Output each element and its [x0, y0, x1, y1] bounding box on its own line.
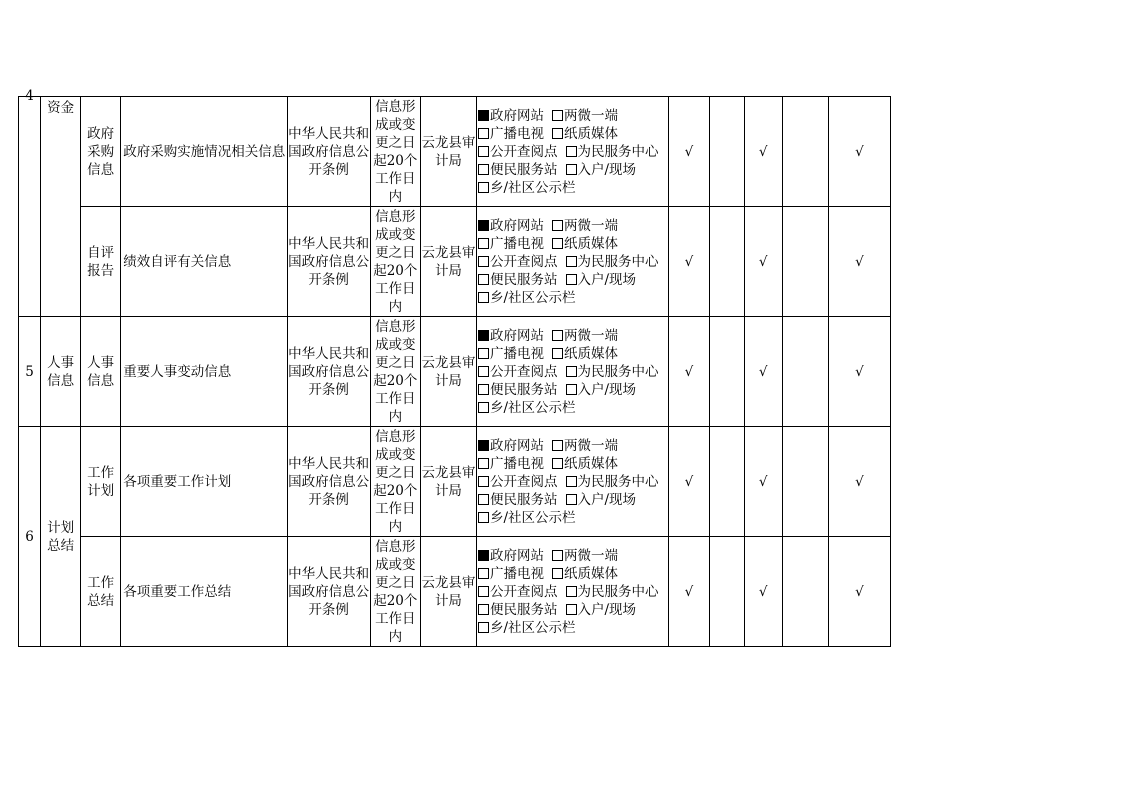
table-row	[19, 207, 891, 317]
channel-option: 政府网站	[490, 217, 544, 234]
checkbox-icon	[552, 110, 563, 121]
check-mark: √	[744, 207, 782, 317]
channel-option: 两微一端	[564, 107, 618, 124]
channel-option: 便民服务站	[490, 381, 558, 398]
basis-cell: 中华人民共和国政府信息公开条例	[287, 97, 370, 207]
checkbox-icon	[552, 128, 563, 139]
basis-cell: 中华人民共和国政府信息公开条例	[287, 207, 370, 317]
channel-option: 两微一端	[564, 217, 618, 234]
channel-option: 乡/社区公示栏	[490, 399, 576, 416]
check-mark: √	[669, 427, 709, 537]
checkbox-icon	[478, 182, 489, 193]
channel-option: 便民服务站	[490, 601, 558, 618]
table-row	[19, 537, 891, 647]
checkbox-icon	[566, 146, 577, 157]
checkbox-icon	[478, 146, 489, 157]
check-mark: √	[744, 317, 782, 427]
check-cell	[709, 97, 744, 207]
check-mark: √	[744, 97, 782, 207]
department-cell: 云龙县审计局	[420, 97, 476, 207]
content-cell: 各项重要工作总结	[121, 537, 287, 647]
checkbox-icon	[478, 476, 489, 487]
channel-option: 入户/现场	[577, 601, 637, 618]
channel-option: 广播电视	[490, 455, 544, 472]
checkbox-icon	[552, 440, 563, 451]
channel-option: 为民服务中心	[577, 143, 659, 160]
check-mark: √	[828, 317, 890, 427]
checkbox-icon	[478, 586, 489, 597]
channel-option: 公开查阅点	[490, 363, 558, 380]
basis-cell: 中华人民共和国政府信息公开条例	[287, 427, 370, 537]
disclosure-table	[18, 88, 891, 647]
channel-option: 乡/社区公示栏	[490, 619, 576, 636]
check-cell	[782, 317, 828, 427]
basis-cell: 中华人民共和国政府信息公开条例	[287, 537, 370, 647]
checkbox-icon	[552, 330, 563, 341]
channel-option: 政府网站	[490, 327, 544, 344]
channel-option: 广播电视	[490, 125, 544, 142]
checkbox-icon	[478, 604, 489, 615]
channel-option: 公开查阅点	[490, 473, 558, 490]
check-mark: √	[828, 207, 890, 317]
channels-cell	[477, 207, 669, 317]
subcategory-cell: 人事信息	[81, 317, 121, 427]
content-cell: 政府采购实施情况相关信息	[121, 97, 287, 207]
channel-option: 乡/社区公示栏	[490, 509, 576, 526]
checkbox-checked-icon	[478, 110, 489, 121]
checkbox-icon	[566, 586, 577, 597]
checkbox-icon	[478, 274, 489, 285]
check-cell	[709, 537, 744, 647]
check-cell	[782, 97, 828, 207]
timeline-cell: 信息形成或变更之日起20个工作日内	[370, 207, 420, 317]
channels-cell	[477, 427, 669, 537]
checkbox-icon	[566, 384, 577, 395]
checkbox-icon	[478, 128, 489, 139]
channel-option: 政府网站	[490, 437, 544, 454]
channel-option: 为民服务中心	[577, 473, 659, 490]
checkbox-icon	[552, 348, 563, 359]
department-cell: 云龙县审计局	[420, 427, 476, 537]
channel-option: 广播电视	[490, 345, 544, 362]
checkbox-icon	[478, 164, 489, 175]
channel-option: 广播电视	[490, 565, 544, 582]
channel-option: 纸质媒体	[564, 345, 618, 362]
channel-option: 政府网站	[490, 547, 544, 564]
table-row	[19, 427, 891, 537]
channel-option: 乡/社区公示栏	[490, 289, 576, 306]
channel-option: 公开查阅点	[490, 253, 558, 270]
timeline-cell: 信息形成或变更之日起20个工作日内	[370, 97, 420, 207]
checkbox-checked-icon	[478, 220, 489, 231]
checkbox-checked-icon	[478, 440, 489, 451]
check-mark: √	[669, 207, 709, 317]
checkbox-icon	[478, 568, 489, 579]
row-index: 5	[19, 317, 41, 427]
checkbox-icon	[478, 256, 489, 267]
timeline-cell: 信息形成或变更之日起20个工作日内	[370, 427, 420, 537]
channel-option: 公开查阅点	[490, 143, 558, 160]
subcategory-cell: 政府采购信息	[81, 97, 121, 207]
checkbox-icon	[552, 458, 563, 469]
channel-option: 乡/社区公示栏	[490, 179, 576, 196]
channel-option: 为民服务中心	[577, 253, 659, 270]
channel-option: 入户/现场	[577, 271, 637, 288]
content-cell: 各项重要工作计划	[121, 427, 287, 537]
channel-option: 便民服务站	[490, 271, 558, 288]
row-index: 6	[19, 427, 41, 647]
check-mark: √	[669, 97, 709, 207]
subcategory-cell: 工作总结	[81, 537, 121, 647]
check-cell	[782, 427, 828, 537]
channel-option: 两微一端	[564, 437, 618, 454]
check-cell	[782, 207, 828, 317]
table-row	[19, 97, 891, 207]
channel-option: 政府网站	[490, 107, 544, 124]
checkbox-icon	[566, 164, 577, 175]
channel-option: 广播电视	[490, 235, 544, 252]
channel-option: 两微一端	[564, 327, 618, 344]
department-cell: 云龙县审计局	[420, 207, 476, 317]
checkbox-icon	[566, 274, 577, 285]
checkbox-icon	[552, 550, 563, 561]
subcategory-cell: 自评报告	[81, 207, 121, 317]
category-cell: 计划总结	[41, 427, 81, 647]
checkbox-icon	[552, 220, 563, 231]
checkbox-icon	[478, 238, 489, 249]
channel-option: 入户/现场	[577, 161, 637, 178]
checkbox-icon	[478, 512, 489, 523]
channels-cell	[477, 317, 669, 427]
checkbox-checked-icon	[478, 330, 489, 341]
check-cell	[709, 317, 744, 427]
content-cell: 绩效自评有关信息	[121, 207, 287, 317]
channel-option: 两微一端	[564, 547, 618, 564]
check-cell	[709, 427, 744, 537]
check-mark: √	[828, 427, 890, 537]
check-mark: √	[744, 427, 782, 537]
content-cell: 重要人事变动信息	[121, 317, 287, 427]
checkbox-icon	[478, 384, 489, 395]
channel-option: 纸质媒体	[564, 565, 618, 582]
checkbox-icon	[478, 494, 489, 505]
timeline-cell: 信息形成或变更之日起20个工作日内	[370, 317, 420, 427]
check-cell	[709, 207, 744, 317]
check-mark: √	[828, 537, 890, 647]
check-mark: √	[669, 317, 709, 427]
timeline-cell: 信息形成或变更之日起20个工作日内	[370, 537, 420, 647]
category-cell: 资金	[41, 97, 81, 317]
basis-cell: 中华人民共和国政府信息公开条例	[287, 317, 370, 427]
checkbox-icon	[566, 494, 577, 505]
checkbox-icon	[478, 348, 489, 359]
channel-option: 入户/现场	[577, 381, 637, 398]
checkbox-icon	[566, 366, 577, 377]
subcategory-cell: 工作计划	[81, 427, 121, 537]
channel-option: 便民服务站	[490, 161, 558, 178]
channels-cell	[477, 537, 669, 647]
check-mark: √	[744, 537, 782, 647]
channel-option: 纸质媒体	[564, 125, 618, 142]
checkbox-icon	[566, 476, 577, 487]
channel-option: 为民服务中心	[577, 583, 659, 600]
checkbox-icon	[478, 402, 489, 413]
checkbox-icon	[478, 622, 489, 633]
checkbox-icon	[478, 292, 489, 303]
channel-option: 纸质媒体	[564, 235, 618, 252]
row-index: 4	[19, 97, 41, 317]
checkbox-icon	[566, 604, 577, 615]
checkbox-icon	[552, 238, 563, 249]
channel-option: 入户/现场	[577, 491, 637, 508]
checkbox-checked-icon	[478, 550, 489, 561]
channel-option: 为民服务中心	[577, 363, 659, 380]
check-mark: √	[669, 537, 709, 647]
checkbox-icon	[566, 256, 577, 267]
department-cell: 云龙县审计局	[420, 537, 476, 647]
checkbox-icon	[478, 366, 489, 377]
check-mark: √	[828, 97, 890, 207]
checkbox-icon	[478, 458, 489, 469]
checkbox-icon	[552, 568, 563, 579]
table-row	[19, 317, 891, 427]
channel-option: 公开查阅点	[490, 583, 558, 600]
category-cell: 人事信息	[41, 317, 81, 427]
check-cell	[782, 537, 828, 647]
channel-option: 纸质媒体	[564, 455, 618, 472]
department-cell: 云龙县审计局	[420, 317, 476, 427]
channels-cell	[477, 97, 669, 207]
channel-option: 便民服务站	[490, 491, 558, 508]
